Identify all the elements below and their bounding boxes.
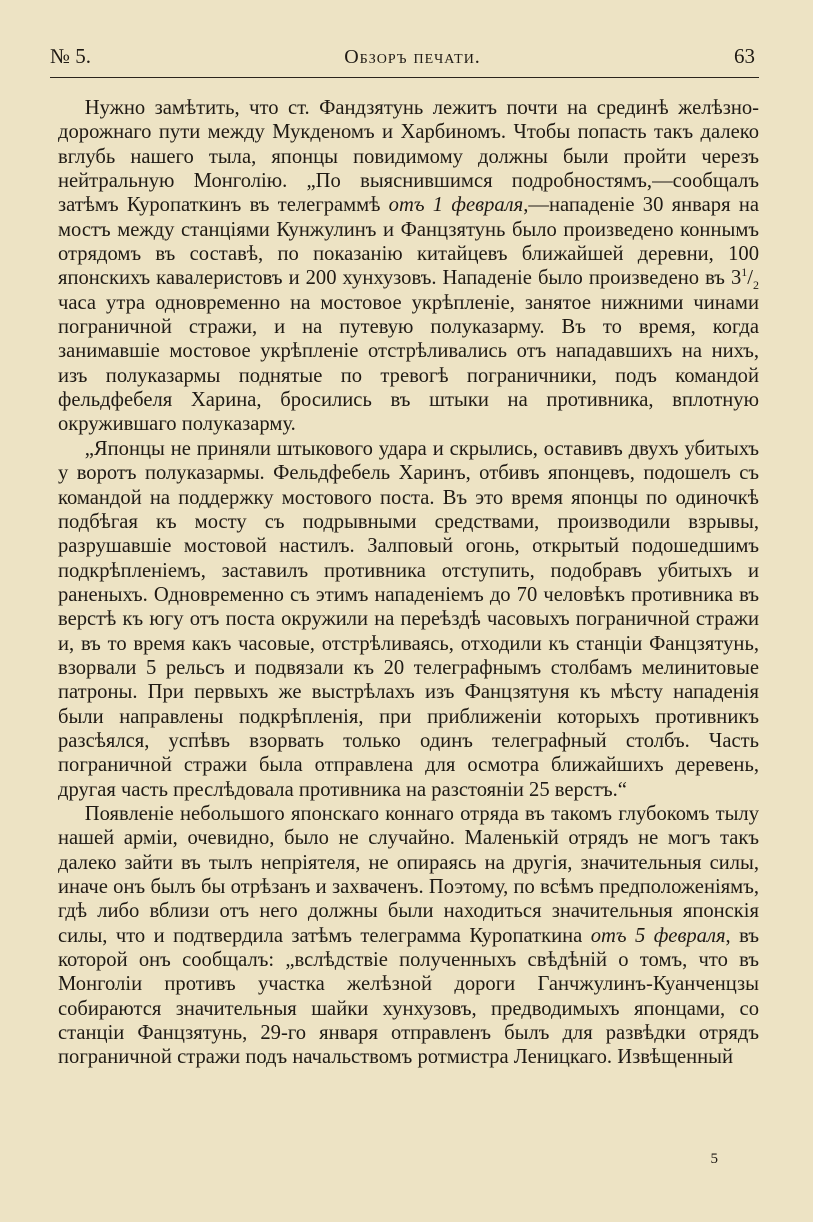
paragraph-1: Нужно замѣтить, что ст. Фандзятунь лежитъ почти на срединѣ желѣзно-дорожнаго пути между Мукденомъ и Харбиномъ. Чтобы попасть такъ далеко вглубь нашего тыла, японцы повидимому должны были пройти черезъ нейтральную Монголію. „По выяснившимся подробностямъ,—сообщалъ затѣмъ Куропаткинъ въ телеграммѣ отъ 1 февраля,—нападеніе 30 января на мостъ между станціями Кунжулинъ и Фанцзятунь было произведено коннымъ отрядомъ въ составѣ, по показанію китайцевъ ближайшей деревни, 100 японскихъ кавалеристовъ и 200 хунхузовъ. Нападеніе было произведено въ $3^1/_2$ часа утра одновременно на мостовое укрѣпленіе, занятое нижними чинами пограничной стражи, и на путевую полуказарму. Въ то время, когда занимавшіе мостовое укрѣпленіе отстрѣливались отъ нападавшихъ на нихъ, изъ полуказармы поднятые по тревогѣ пограничники, подъ командой фельдфебеля Харина, бросились въ штыки на противника, вплотную окружившаго полуказарму.: [58, 97, 759, 436]
body-text: [58, 96, 759, 1070]
issue-number: № 5.: [50, 44, 92, 68]
fraction-numerator: 1: [741, 265, 748, 280]
fraction-slash: /: [747, 267, 753, 290]
italic-date: отъ 5 февраля: [590, 924, 726, 947]
fraction-denominator: 2: [753, 278, 759, 293]
italic-date: отъ 1 февраля: [388, 194, 524, 217]
header-rule: [50, 77, 759, 78]
paragraph-2: „Японцы не приняли штыкового удара и скрылись, оставивъ двухъ убитыхъ у воротъ полуказармы. Фельдфебель Харинъ, отбивъ японцевъ, подошелъ съ командой на поддержку мостового поста. Въ это время японцы по одиночкѣ подбѣгая къ мосту съ подрывными средствами, производили взрывы, разрушавшіе мостовой настилъ. Залповый огонь, открытый подошедшимъ подкрѣпленіемъ, заставилъ противника отступить, подобравъ убитыхъ и раненыхъ. Одновременно съ этимъ нападеніемъ до 70 человѣкъ противника въ верстѣ къ югу отъ поста окружили на переѣздѣ часовыхъ пограничной стражи и, въ то время какъ часовые, отстрѣливаясь, отходили къ станціи Фанцзятунь, взорвали 5 рельсъ и подвязали къ 20 телеграфнымъ столбамъ мелинитовые патроны. При первыхъ же выстрѣлахъ изъ Фанцзятуня къ мѣсту нападенія были направлены подкрѣпленія, при приближеніи которыхъ противникъ разсѣялся, успѣвъ взорвать только одинъ телеграфный столбъ. Часть пограничной стражи была отправлена для осмотра ближайшихъ деревень, другая часть преслѣдовала противника на разстояніи 25 верстъ.“: [58, 437, 759, 801]
signature-mark: 5: [710, 1151, 718, 1167]
journal-section-title: Обзоръ печати.: [344, 46, 481, 68]
page-number: 63: [733, 44, 755, 68]
running-header: [50, 44, 759, 77]
paragraph-3: Появленіе небольшого японскаго коннаго отряда въ такомъ глубокомъ тылу нашей арміи, очевидно, было не случайно. Маленькій отрядъ не могъ такъ далеко зайти въ тылъ непріятеля, не опираясь на другія, значительныя силы, иначе онъ былъ бы отрѣзанъ и захваченъ. Поэтому, по всѣмъ предположеніямъ, гдѣ либо вблизи отъ него должны были находиться значительныя японскія силы, что и подтвердила затѣмъ телеграмма Куропаткина отъ 5 февраля, въ которой онъ сообщалъ: „вслѣдствіе полученныхъ свѣдѣній о томъ, что въ Монголіи противъ участка желѣзной дороги Ганчжулинъ-Куанченцзы собираются значительныя шайки хунхузовъ, предводимыхъ японцами, со станціи Фанцзятунь, 29-го января отправленъ былъ для развѣдки отрядъ пограничной стражи подъ начальствомъ ротмистра Леницкаго. Извѣщенный: [58, 802, 759, 1069]
